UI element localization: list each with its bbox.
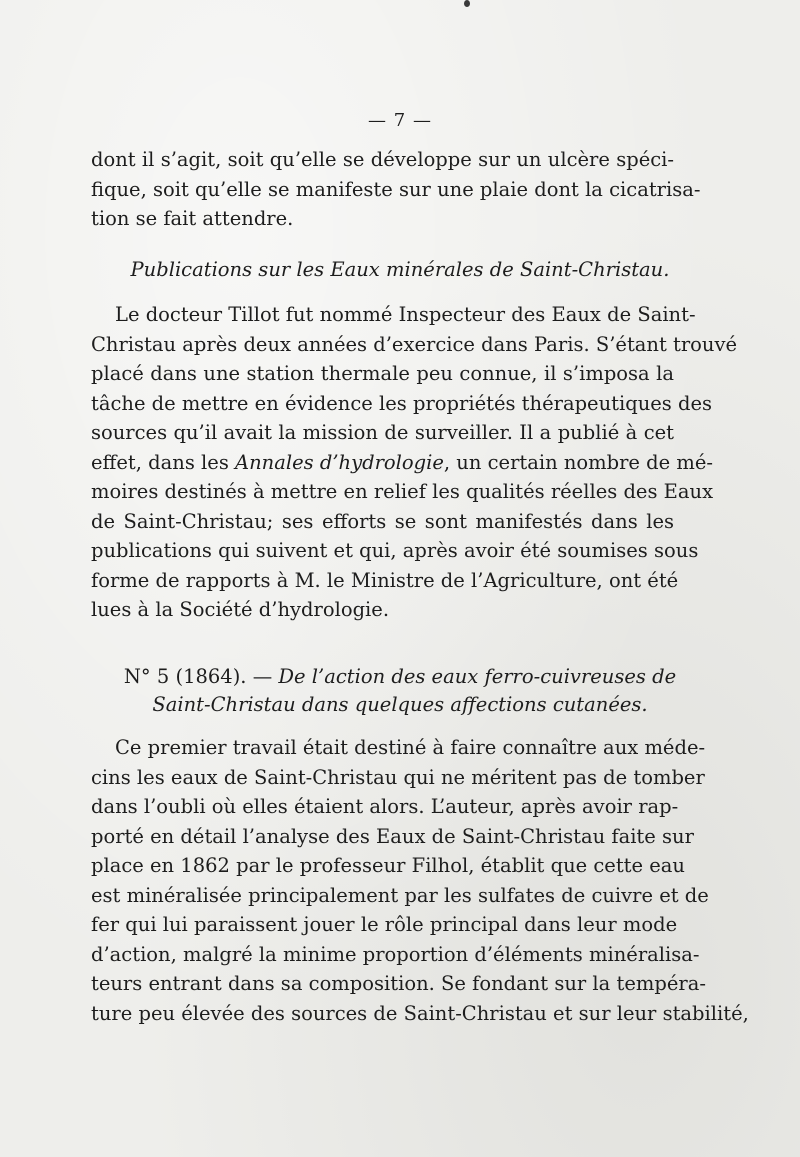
text-line: est minéralisée principalement par les sulfates de cuivre et de — [91, 883, 709, 907]
text-line: dans l’oubli où elles étaient alors. L’auteur, après avoir rap- — [91, 795, 679, 818]
text-line: moires destinés à mettre en relief les qualités réelles des Eaux — [91, 480, 714, 503]
intro-paragraph — [91, 145, 701, 234]
text-line: dont il s’agit, soit qu’elle se développe sur un ulcère spéci- — [91, 148, 674, 171]
publication-number: N° 5 (1864). — — [123, 665, 279, 688]
text-line: d’action, malgré la minime proportion d’éléments minéralisa- — [91, 942, 700, 966]
publication-title-continued: Saint-Christau dans quelques affections cutanées. — [152, 693, 648, 716]
text-fragment: effet, dans les — [91, 450, 236, 474]
text-line-with-italic — [91, 448, 714, 478]
text-line: tâche de mettre en évidence les propriétés thérapeutiques des — [91, 391, 713, 415]
text-line: Le docteur Tillot fut nommé Inspecteur des Eaux de Saint- — [115, 303, 696, 326]
section-heading: Publications sur les Eaux minérales de Saint-Christau. — [130, 258, 670, 281]
text-line: place en 1862 par le professeur Filhol, établit que cette eau — [91, 854, 685, 877]
text-line: teurs entrant dans sa composition. Se fondant sur la tempéra- — [91, 972, 706, 995]
text-line: Christau après deux années d’exercice dans Paris. S’étant trouvé — [91, 332, 738, 356]
text-line: fer qui lui paraissent jouer le rôle principal dans leur mode — [91, 913, 678, 936]
text-line: ture peu élevée des sources de Saint-Christau et sur leur stabilité, — [91, 1001, 749, 1025]
publication-title: De l’action des eaux ferro-cuivreuses de — [278, 665, 677, 688]
text-line: lues à la Société d’hydrologie. — [91, 598, 390, 621]
text-line: publications qui suivent et qui, après avoir été soumises sous — [91, 539, 699, 562]
publication-paragraph — [91, 733, 749, 1028]
text-line: forme de rapports à M. le Ministre de l’Agriculture, ont été — [91, 568, 679, 592]
text-line: porté en détail l’analyse des Eaux de Saint-Christau faite sur — [91, 824, 694, 848]
text-fragment: , un certain nombre de mé- — [443, 450, 714, 474]
text-line: placé dans une station thermale peu connue, il s’imposa la — [91, 362, 674, 385]
text-line: fique, soit qu’elle se manifeste sur une plaie dont la cicatrisa- — [91, 177, 701, 201]
journal-title: Annales d’hydrologie — [235, 450, 444, 474]
text-line: de Saint-Christau; ses efforts se sont manifestés dans les — [91, 509, 674, 533]
publication-heading-line — [0, 663, 800, 691]
publication-heading — [0, 663, 800, 719]
text-line: cins les eaux de Saint-Christau qui ne méritent pas de tomber — [91, 765, 705, 789]
text-line: sources qu’il avait la mission de surveiller. Il a publié à cet — [91, 421, 674, 444]
text-line: Ce premier travail était destiné à faire connaître aux méde- — [115, 736, 706, 759]
ink-speck — [464, 0, 470, 7]
section-paragraph — [91, 300, 738, 625]
text-line: tion se fait attendre. — [91, 207, 294, 230]
page-number: — 7 — — [368, 110, 432, 131]
